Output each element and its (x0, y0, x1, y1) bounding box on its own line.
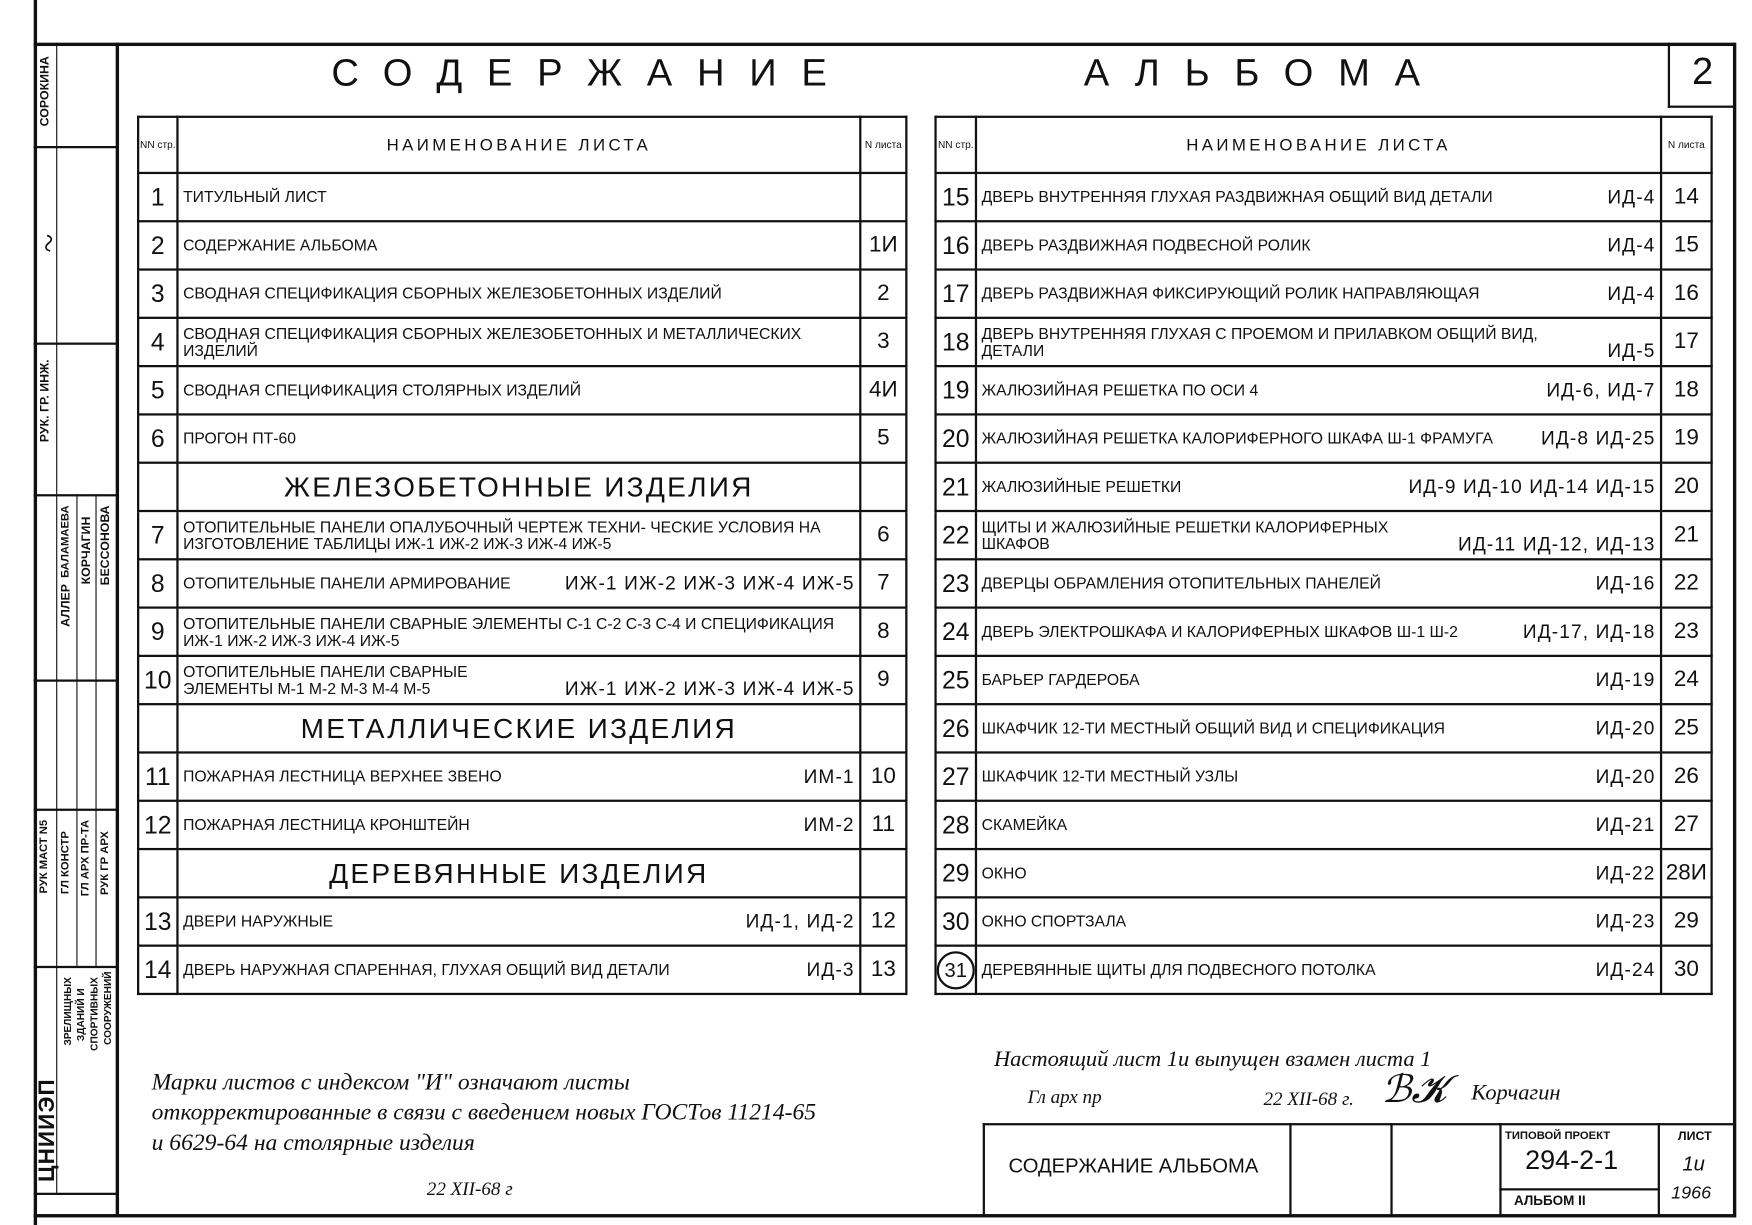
org-line: СООРУЖЕНИЙ (102, 971, 114, 1045)
sheet-number (860, 173, 906, 221)
sheet-number: 22 (1661, 559, 1712, 607)
sheet-title: СКАМЕЙКА (981, 815, 1068, 834)
sheet-title: ПРОГОН ПТ-60 (183, 429, 296, 447)
table-row (138, 559, 906, 607)
table-row (138, 656, 906, 704)
sheet-name-cell (177, 173, 860, 221)
org-logo: ЦНИИЭП (34, 1078, 60, 1182)
empty-cell (138, 849, 177, 897)
approval-date: 22 XII-68 г. (1263, 1088, 1354, 1110)
signature: ~ (29, 231, 69, 256)
sheet-number: 11 (860, 801, 906, 849)
sheet-name-cell (976, 414, 1661, 462)
sheet-title: ДВЕРЬ ВНУТРЕННЯЯ ГЛУХАЯ РАЗДВИЖНАЯ ОБЩИЙ ВИД ДЕТАЛИ (981, 187, 1493, 206)
sheet-name-cell (976, 608, 1661, 656)
title-left: СОДЕРЖАНИЕ (331, 51, 852, 95)
item-code: ИД-4 (1607, 283, 1656, 305)
empty-cell (138, 463, 177, 511)
item-code: ИЖ-1 ИЖ-2 ИЖ-3 ИЖ-4 ИЖ-5 (564, 677, 855, 700)
table-row (138, 608, 906, 656)
org-line: ЗДАНИЙ И (75, 988, 87, 1042)
sheet-name-cell (976, 270, 1661, 318)
item-code: ИД-6, ИД-7 (1546, 379, 1656, 401)
item-code: ИД-1, ИД-2 (745, 910, 855, 933)
item-code: ИД-11 ИД-12, ИД-13 (1457, 532, 1656, 555)
sheet-name-cell (976, 559, 1661, 607)
row-number: 21 (936, 463, 976, 511)
sheet-title: ДВЕРИ НАРУЖНЫЕ (183, 911, 334, 930)
row-number: 11 (138, 752, 177, 800)
row-number: 27 (936, 752, 976, 800)
table-row (936, 704, 1712, 752)
sheet-title: ДЕРЕВЯННЫЕ ЩИТЫ ДЛЯ ПОДВЕСНОГО ПОТОЛКА (981, 960, 1376, 979)
sheet-title: ДВЕРЬ РАЗДВИЖНАЯ ПОДВЕСНОЙ РОЛИК (981, 235, 1311, 254)
row-number: 26 (936, 704, 976, 752)
sheet-title: СВОДНАЯ СПЕЦИФИКАЦИЯ СТОЛЯРНЫХ ИЗДЕЛИЙ (183, 380, 582, 399)
row-number: 19 (936, 366, 976, 414)
strip-bottom (34, 1193, 118, 1195)
item-code: ИД-17, ИД-18 (1522, 621, 1656, 643)
table-row (138, 801, 906, 849)
strip-name: БЕССОНОВА (98, 505, 113, 586)
strip-name: БАЛАМАЕВА (59, 505, 72, 578)
table-row (936, 849, 1712, 897)
sheet-title: БАРЬЕР ГАРДЕРОБА (981, 670, 1140, 689)
item-code: ИД-19 (1595, 669, 1656, 691)
table-row (138, 414, 906, 462)
item-code: ИД-20 (1595, 765, 1656, 788)
table-row (936, 946, 1712, 994)
sheet-number: 23 (1661, 608, 1712, 656)
table-row (936, 752, 1712, 800)
org-line: ЗРЕЛИЩНЫХ (61, 977, 74, 1046)
row-number: 16 (936, 221, 976, 269)
sheet-name-cell (976, 704, 1661, 752)
sheet-number: 2 (860, 270, 906, 318)
section-heading: МЕТАЛЛИЧЕСКИЕ ИЗДЕЛИЯ (177, 704, 860, 752)
sheet-title: СОДЕРЖАНИЕ АЛЬБОМА (183, 235, 378, 254)
sheet-number: 30 (1661, 946, 1712, 994)
sheet-number: 7 (860, 559, 906, 607)
project-number: 294-2-1 (1525, 1145, 1619, 1176)
sheet-title: ТИТУЛЬНЫЙ ЛИСТ (183, 187, 327, 206)
frame-inner-left (116, 43, 119, 1217)
sheet-name-cell (177, 414, 860, 462)
item-code: ИМ-2 (803, 814, 855, 836)
row-number: 14 (138, 946, 177, 994)
contents-table-right (934, 116, 1712, 995)
revision-note: Марки листов с индексом "И" означают листы откорректированные в связи с введением новых ГОСТов 11214-65 и 6629-64 на столярные изделия (151, 1068, 817, 1156)
sheet-name-cell (177, 752, 860, 800)
row-number: 29 (936, 849, 976, 897)
sheet-title: ШКАФЧИК 12-ТИ МЕСТНЫЙ ОБЩИЙ ВИД И СПЕЦИФИКАЦИЯ (981, 718, 1446, 737)
col-sheet-header: N листа (1661, 117, 1712, 173)
row-number: 5 (138, 366, 177, 414)
table-row (936, 463, 1712, 511)
sheet-value: 1и (1682, 1152, 1705, 1175)
row-number: 8 (138, 559, 177, 607)
item-code: ИМ-1 (803, 765, 855, 788)
sheet-name-cell (177, 366, 860, 414)
sheet-title: СВОДНАЯ СПЕЦИФИКАЦИЯ СБОРНЫХ ЖЕЛЕЗОБЕТОННЫХ И МЕТАЛЛИЧЕСКИХ ИЗДЕЛИЙ (183, 324, 802, 359)
sheet-number: 3 (860, 318, 906, 366)
sheet-name-cell (976, 511, 1661, 559)
sheet-number: 26 (1661, 752, 1712, 800)
section-heading: ЖЕЛЕЗОБЕТОННЫЕ ИЗДЕЛИЯ (177, 463, 860, 511)
row-number: 6 (138, 414, 177, 462)
sheet-title: ОКНО (981, 863, 1027, 882)
sheet-title: ОТОПИТЕЛЬНЫЕ ПАНЕЛИ ОПАЛУБОЧНЫЙ ЧЕРТЕЖ ТЕХНИ- ЧЕСКИЕ УСЛОВИЯ НА ИЗГОТОВЛЕНИЕ ТАБЛИЦЫ ИЖ-1 ИЖ-2 ИЖ-3 ИЖ-4 ИЖ-5 (183, 517, 821, 553)
section-row (138, 704, 906, 752)
row-number: 7 (138, 511, 177, 559)
sheet-title: ЖАЛЮЗИЙНАЯ РЕШЕТКА ПО ОСИ 4 (981, 380, 1259, 399)
page-number: 2 (1668, 43, 1735, 108)
table-header (138, 117, 906, 173)
sheet-title: ДВЕРЬ НАРУЖНАЯ СПАРЕННАЯ, ГЛУХАЯ ОБЩИЙ ВИД ДЕТАЛИ (183, 960, 670, 979)
row-number: 15 (936, 173, 976, 221)
sheet-name-cell (976, 221, 1661, 269)
sheet-title: СВОДНАЯ СПЕЦИФИКАЦИЯ СБОРНЫХ ЖЕЛЕЗОБЕТОННЫХ ИЗДЕЛИЙ (183, 284, 722, 303)
sheet-name-cell (177, 897, 860, 945)
row-number: 2 (138, 221, 177, 269)
row-number: 13 (138, 897, 177, 945)
item-code: ИД-23 (1595, 910, 1656, 933)
sheet-number: 18 (1661, 366, 1712, 414)
row-number: 4 (138, 318, 177, 366)
sheet-title: ЖАЛЮЗИЙНЫЕ РЕШЕТКИ (981, 477, 1182, 496)
sheet-title: ОТОПИТЕЛЬНЫЕ ПАНЕЛИ СВАРНЫЕ ЭЛЕМЕНТЫ С-1 С-2 С-3 С-4 И СПЕЦИФИКАЦИЯ ИЖ-1 ИЖ-2 ИЖ-3 ИЖ-4 ИЖ-5 (183, 613, 835, 649)
table-row (138, 270, 906, 318)
replacement-note: Настоящий лист 1и выпущен взамен листа 1 (993, 1046, 1432, 1072)
table-row (936, 173, 1712, 221)
sheet-title: ОТОПИТЕЛЬНЫЕ ПАНЕЛИ СВАРНЫЕ ЭЛЕМЕНТЫ М-1 М-2 М-3 М-4 М-5 (183, 662, 468, 697)
col-num-header: NN стр. (936, 117, 976, 173)
col-num-header: NN стр. (138, 117, 177, 173)
approver-name: Корчагин (1471, 1080, 1561, 1106)
table-row (936, 318, 1712, 366)
sheet-number: 8 (860, 608, 906, 656)
sheet-number: 5 (860, 414, 906, 462)
row-number: 3 (138, 270, 177, 318)
sheet-number: 9 (860, 656, 906, 704)
sheet-title: ДВЕРЦЫ ОБРАМЛЕНИЯ ОТОПИТЕЛЬНЫХ ПАНЕЛЕЙ (981, 573, 1381, 592)
row-number: 17 (936, 270, 976, 318)
section-row (138, 463, 906, 511)
sheet-name-cell (177, 511, 860, 559)
sheet-title: ОТОПИТЕЛЬНЫЕ ПАНЕЛИ АРМИРОВАНИЕ (183, 573, 511, 592)
sheet-name-cell (976, 656, 1661, 704)
sheet-number: 14 (1661, 173, 1712, 221)
strip-name: КОРЧАГИН (79, 516, 94, 585)
item-code: ИД-20 (1595, 717, 1656, 739)
strip-role: РУК ГР АРХ (98, 831, 112, 896)
sheet-name-cell (976, 752, 1661, 800)
album-number: АЛЬБОМ II (1513, 1192, 1586, 1209)
row-number (936, 946, 976, 994)
item-code: ИД-3 (806, 959, 855, 981)
table-row (936, 897, 1712, 945)
sheet-name-cell (976, 463, 1661, 511)
row-number: 10 (138, 656, 177, 704)
sheet-name-cell (976, 897, 1661, 945)
sheet-title: ШКАФЧИК 12-ТИ МЕСТНЫЙ УЗЛЫ (981, 767, 1239, 786)
item-code: ИД-4 (1607, 186, 1656, 208)
table-row (936, 270, 1712, 318)
table-row (138, 897, 906, 945)
item-code: ИД-24 (1595, 959, 1656, 981)
table-row (936, 414, 1712, 462)
sheet-name-cell (177, 270, 860, 318)
item-code: ИД-22 (1595, 862, 1656, 884)
col-name-header: НАИМЕНОВАНИЕ ЛИСТА (177, 117, 860, 173)
frame-bottom (34, 1214, 1735, 1217)
sheet-name-cell (976, 801, 1661, 849)
row-number: 9 (138, 608, 177, 656)
sheet-number: 15 (1661, 221, 1712, 269)
row-number: 28 (936, 801, 976, 849)
strip-role: РУК МАСТ N5 (38, 819, 51, 894)
sheet-number: 20 (1661, 463, 1712, 511)
frame-right (1733, 43, 1736, 1218)
strip-name-top: СОРОКИНА (38, 56, 52, 127)
sheet-number: 25 (1661, 704, 1712, 752)
empty-cell (860, 704, 906, 752)
sheet-title: ЖАЛЮЗИЙНАЯ РЕШЕТКА КАЛОРИФЕРНОГО ШКАФА Ш-1 ФРАМУГА (981, 429, 1494, 447)
col-sheet-header: N листа (860, 117, 906, 173)
sheet-number: 12 (860, 897, 906, 945)
table-row (138, 511, 906, 559)
item-code: ИД-8 ИД-25 (1541, 427, 1656, 450)
sheet-number: 16 (1661, 270, 1712, 318)
sheet-name-cell (177, 221, 860, 269)
item-code: ИЖ-1 ИЖ-2 ИЖ-3 ИЖ-4 ИЖ-5 (564, 572, 855, 595)
sheet-title: ОКНО СПОРТЗАЛА (981, 911, 1127, 930)
strip-role-top: РУК. ГР. ИНЖ. (38, 359, 52, 443)
org-line: СПОРТИВНЫХ (88, 977, 100, 1051)
item-code: ИД-4 (1607, 234, 1656, 257)
revision-note-date: 22 XII-68 г (426, 1178, 513, 1200)
sheet-number: 13 (860, 946, 906, 994)
strip-role: ГЛ АРХ ПР-ТА (79, 819, 93, 897)
sheet-name-cell (177, 656, 860, 704)
drawing-title: СОДЕРЖАНИЕ АЛЬБОМА (1008, 1154, 1259, 1178)
table-row (936, 511, 1712, 559)
sheet-label: ЛИСТ (1677, 1129, 1712, 1144)
col-name-header: НАИМЕНОВАНИЕ ЛИСТА (976, 117, 1661, 173)
approver-role: Гл арх пр (1027, 1086, 1102, 1108)
sheet-number: 29 (1661, 897, 1712, 945)
sheet-number: 6 (860, 511, 906, 559)
frame-top (34, 43, 1735, 46)
table-row (138, 366, 906, 414)
sheet-title: ДВЕРЬ ВНУТРЕННЯЯ ГЛУХАЯ С ПРОЕМОМ И ПРИЛАВКОМ ОБЩИЙ ВИД, ДЕТАЛИ (981, 324, 1538, 359)
outer-frame-left (34, 0, 37, 1225)
sheet-name-cell (177, 608, 860, 656)
sheet-name-cell (976, 318, 1661, 366)
row-number: 30 (936, 897, 976, 945)
sheet-name-cell (177, 946, 860, 994)
sheet-name-cell (177, 559, 860, 607)
row-number: 25 (936, 656, 976, 704)
section-row (138, 849, 906, 897)
row-number: 24 (936, 608, 976, 656)
sheet-name-cell (177, 318, 860, 366)
row-number: 1 (138, 173, 177, 221)
sheet-number: 28И (1661, 849, 1712, 897)
table-row (138, 173, 906, 221)
item-code: ИД-5 (1607, 339, 1656, 362)
sheet-number: 21 (1661, 511, 1712, 559)
sheet-title: ЩИТЫ И ЖАЛЮЗИЙНЫЕ РЕШЕТКИ КАЛОРИФЕРНЫХ ШКАФОВ (981, 517, 1389, 553)
sheet-name-cell (976, 366, 1661, 414)
sheet-title: ДВЕРЬ ЭЛЕКТРОШКАФА И КАЛОРИФЕРНЫХ ШКАФОВ Ш-1 Ш-2 (981, 622, 1458, 641)
section-heading: ДЕРЕВЯННЫЕ ИЗДЕЛИЯ (177, 849, 860, 897)
strip-role: ГЛ КОНСТР (59, 831, 72, 895)
row-number: 22 (936, 511, 976, 559)
sheet-name-cell (177, 801, 860, 849)
sheet-name-cell (976, 849, 1661, 897)
row-number: 20 (936, 414, 976, 462)
sheet-number: 4И (860, 366, 906, 414)
sheet-number: 19 (1661, 414, 1712, 462)
strip-name: АЛЛЕР (59, 584, 74, 627)
table-row (936, 656, 1712, 704)
table-row (936, 608, 1712, 656)
project-label: ТИПОВОЙ ПРОЕКТ (1504, 1129, 1611, 1143)
row-number: 23 (936, 559, 976, 607)
sheet-number: 17 (1661, 318, 1712, 366)
table-row (936, 366, 1712, 414)
item-code: ИД-21 (1595, 814, 1656, 836)
sheet-name-cell (976, 946, 1661, 994)
sheet-number: 24 (1661, 656, 1712, 704)
row-number: 12 (138, 801, 177, 849)
table-row (138, 752, 906, 800)
row-number: 18 (936, 318, 976, 366)
table-row (138, 318, 906, 366)
empty-cell (860, 463, 906, 511)
table-row (936, 801, 1712, 849)
sheet-title: ДВЕРЬ РАЗДВИЖНАЯ ФИКСИРУЮЩИЙ РОЛИК НАПРАВЛЯЮЩАЯ (981, 284, 1480, 303)
sheet-title: ПОЖАРНАЯ ЛЕСТНИЦА КРОНШТЕЙН (183, 815, 470, 834)
year: 1966 (1671, 1183, 1712, 1203)
empty-cell (860, 849, 906, 897)
table-row (936, 559, 1712, 607)
sheet-number: 27 (1661, 801, 1712, 849)
table-row (138, 221, 906, 269)
table-header (936, 117, 1712, 173)
contents-table-left (137, 116, 907, 995)
sheet-number: 10 (860, 752, 906, 800)
item-code: ИД-9 ИД-10 ИД-14 ИД-15 (1408, 476, 1656, 498)
item-code: ИД-16 (1595, 572, 1656, 595)
table-row (138, 946, 906, 994)
empty-cell (138, 704, 177, 752)
signature: ℬ𝓚 (1381, 1069, 1447, 1111)
title-right: АЛЬБОМА (1083, 51, 1445, 95)
sheet-title: ПОЖАРНАЯ ЛЕСТНИЦА ВЕРХНЕЕ ЗВЕНО (183, 767, 502, 786)
circled-number: 31 (937, 951, 975, 989)
sheet-number: 1И (860, 221, 906, 269)
sheet-name-cell (976, 173, 1661, 221)
table-row (936, 221, 1712, 269)
